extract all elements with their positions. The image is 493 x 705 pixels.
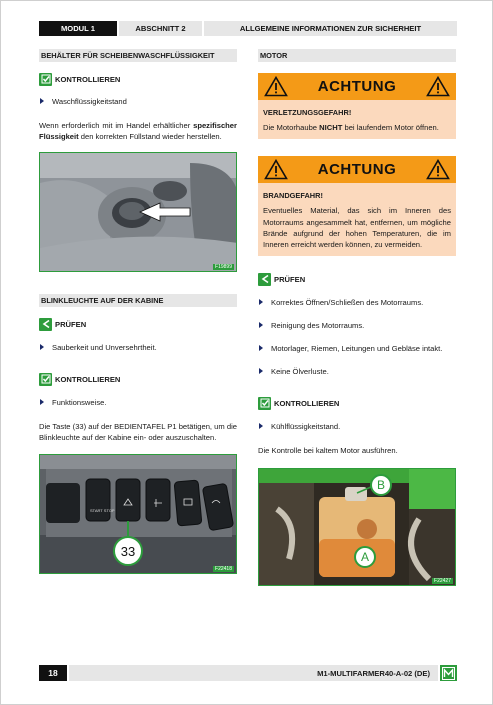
washer-section-title: BEHÄLTER FÜR SCHEIBENWASCHFLÜSSIGKEIT — [39, 49, 237, 62]
washer-para-a: Wenn erforderlich mit im Handel erhältlicher — [39, 121, 194, 130]
brand-logo-icon — [440, 665, 457, 681]
document-code: M1-MULTIFARMER40-A-02 (DE) — [69, 665, 438, 681]
check-icon — [39, 73, 52, 86]
beacon-check-label: KONTROLLIEREN — [55, 374, 121, 384]
switch-start-stop-label: START STOP — [90, 508, 115, 513]
callout-b: B — [376, 478, 386, 493]
switch-panel-photo — [39, 454, 237, 574]
motor-bullet-2-text: Reinigung des Motorraums. — [271, 321, 365, 331]
beacon-bullet-1-text: Sauberkeit und Unversehrtheit. — [52, 343, 157, 352]
warn1-text-a: Die Motorhaube — [263, 123, 320, 132]
bullet-arrow-icon — [259, 299, 263, 305]
motor-bullet-4 — [258, 366, 456, 377]
washer-reservoir-photo — [39, 152, 237, 272]
page-footer — [39, 665, 457, 681]
bullet-arrow-icon — [40, 98, 44, 104]
header-section: ABSCHNITT 2 — [119, 21, 202, 36]
beacon-section-title: BLINKLEUCHTE AUF DER KABINE — [39, 294, 237, 307]
warning-triangle-icon — [264, 76, 288, 97]
callout-33: 33 — [120, 544, 136, 559]
washer-bullet — [39, 96, 237, 107]
motor-inspect-badge — [258, 272, 456, 286]
motor-bullet-2 — [258, 320, 456, 331]
coolant-photo-ref: F22427 — [434, 578, 451, 585]
motor-inspect-label: PRÜFEN — [274, 274, 306, 284]
washer-reservoir-illustration — [40, 153, 237, 272]
motor-check-label: KONTROLLIEREN — [274, 398, 340, 408]
bullet-arrow-icon — [259, 345, 263, 351]
beacon-inspect-label: PRÜFEN — [55, 319, 87, 329]
washer-check-badge — [39, 72, 237, 86]
warning-word: ACHTUNG — [317, 78, 397, 95]
right-column — [258, 49, 456, 586]
bullet-arrow-icon — [40, 344, 44, 350]
warning-triangle-icon — [264, 159, 288, 180]
warning-subtitle: VERLETZUNGSGEFAHR! — [263, 108, 352, 117]
motor-check-badge — [258, 396, 456, 410]
washer-para-bold: spezifischer Flüssigkeit — [39, 121, 237, 141]
motor-section-title: MOTOR — [258, 49, 456, 62]
motor-bullet-3-text: Motorlager, Riemen, Leitungen und Gebläse intakt. — [271, 344, 443, 354]
bullet-arrow-icon — [259, 423, 263, 429]
coolant-tank-illustration — [259, 469, 456, 586]
callout-a: A — [360, 550, 370, 565]
motor-check-bullet-text: Kühlflüssigkeitstand. — [271, 422, 341, 432]
bullet-arrow-icon — [259, 322, 263, 328]
washer-para-b: den korrekten Füllstand wieder herstellen. — [78, 132, 222, 141]
beacon-check-badge — [39, 372, 237, 386]
washer-bullet-text: Waschflüssigkeitstand — [52, 97, 127, 106]
beacon-bullet-2-text: Funktionsweise. — [52, 398, 107, 407]
motor-bullet-3 — [258, 343, 456, 354]
switch-photo-ref: F22418 — [215, 566, 232, 572]
page-header — [39, 21, 457, 36]
warning-text — [258, 120, 456, 139]
check-icon — [39, 373, 52, 386]
coolant-tank-photo — [258, 468, 456, 586]
bullet-arrow-icon — [259, 368, 263, 374]
warn1-text-b: bei laufendem Motor öffnen. — [342, 123, 439, 132]
left-column — [39, 49, 237, 574]
motor-bullet-1 — [258, 297, 456, 308]
check-icon — [258, 397, 271, 410]
warning-bar — [258, 156, 456, 183]
inspect-icon — [39, 318, 52, 331]
washer-photo-ref: F19899 — [215, 264, 232, 270]
switch-panel-illustration — [40, 455, 237, 574]
header-title: ALLGEMEINE INFORMATIONEN ZUR SICHERHEIT — [204, 21, 457, 36]
motor-bullet-1-text: Korrektes Öffnen/Schließen des Motorraums. — [271, 298, 424, 308]
motor-bullet-4-text: Keine Ölverluste. — [271, 367, 329, 377]
warn1-text-bold: NICHT — [319, 123, 343, 132]
beacon-paragraph: Die Taste (33) auf der BEDIENTAFEL P1 betätigen, um die Blinkleuchte auf der Kabine ein- oder auszuschalten. — [39, 422, 237, 442]
warning-triangle-icon — [426, 159, 450, 180]
beacon-inspect-badge — [39, 317, 237, 331]
beacon-bullet-1 — [39, 342, 237, 353]
warning-box-fire — [258, 156, 456, 256]
inspect-icon — [258, 273, 271, 286]
motor-check-bullet — [258, 421, 456, 432]
warning-text: Eventuelles Material, das sich im Inneren des Motorraums angesammelt hat, entfernen, um mögliche Brände aufgrund der hohen Temperaturen, die im Inneren erreicht werden können, zu vermeiden. — [263, 206, 451, 250]
warning-subtitle: BRANDGEFAHR! — [263, 191, 323, 201]
page-number: 18 — [39, 665, 67, 681]
warning-word: ACHTUNG — [317, 161, 397, 179]
motor-note: Die Kontrolle bei kaltem Motor ausführen. — [258, 446, 398, 456]
warning-bar — [258, 73, 456, 100]
beacon-bullet-2 — [39, 397, 237, 408]
warning-box-injury — [258, 73, 456, 139]
warning-triangle-icon — [426, 76, 450, 97]
washer-paragraph — [39, 120, 237, 142]
washer-check-label: KONTROLLIEREN — [55, 74, 121, 84]
header-module: MODUL 1 — [39, 21, 117, 36]
bullet-arrow-icon — [40, 399, 44, 405]
